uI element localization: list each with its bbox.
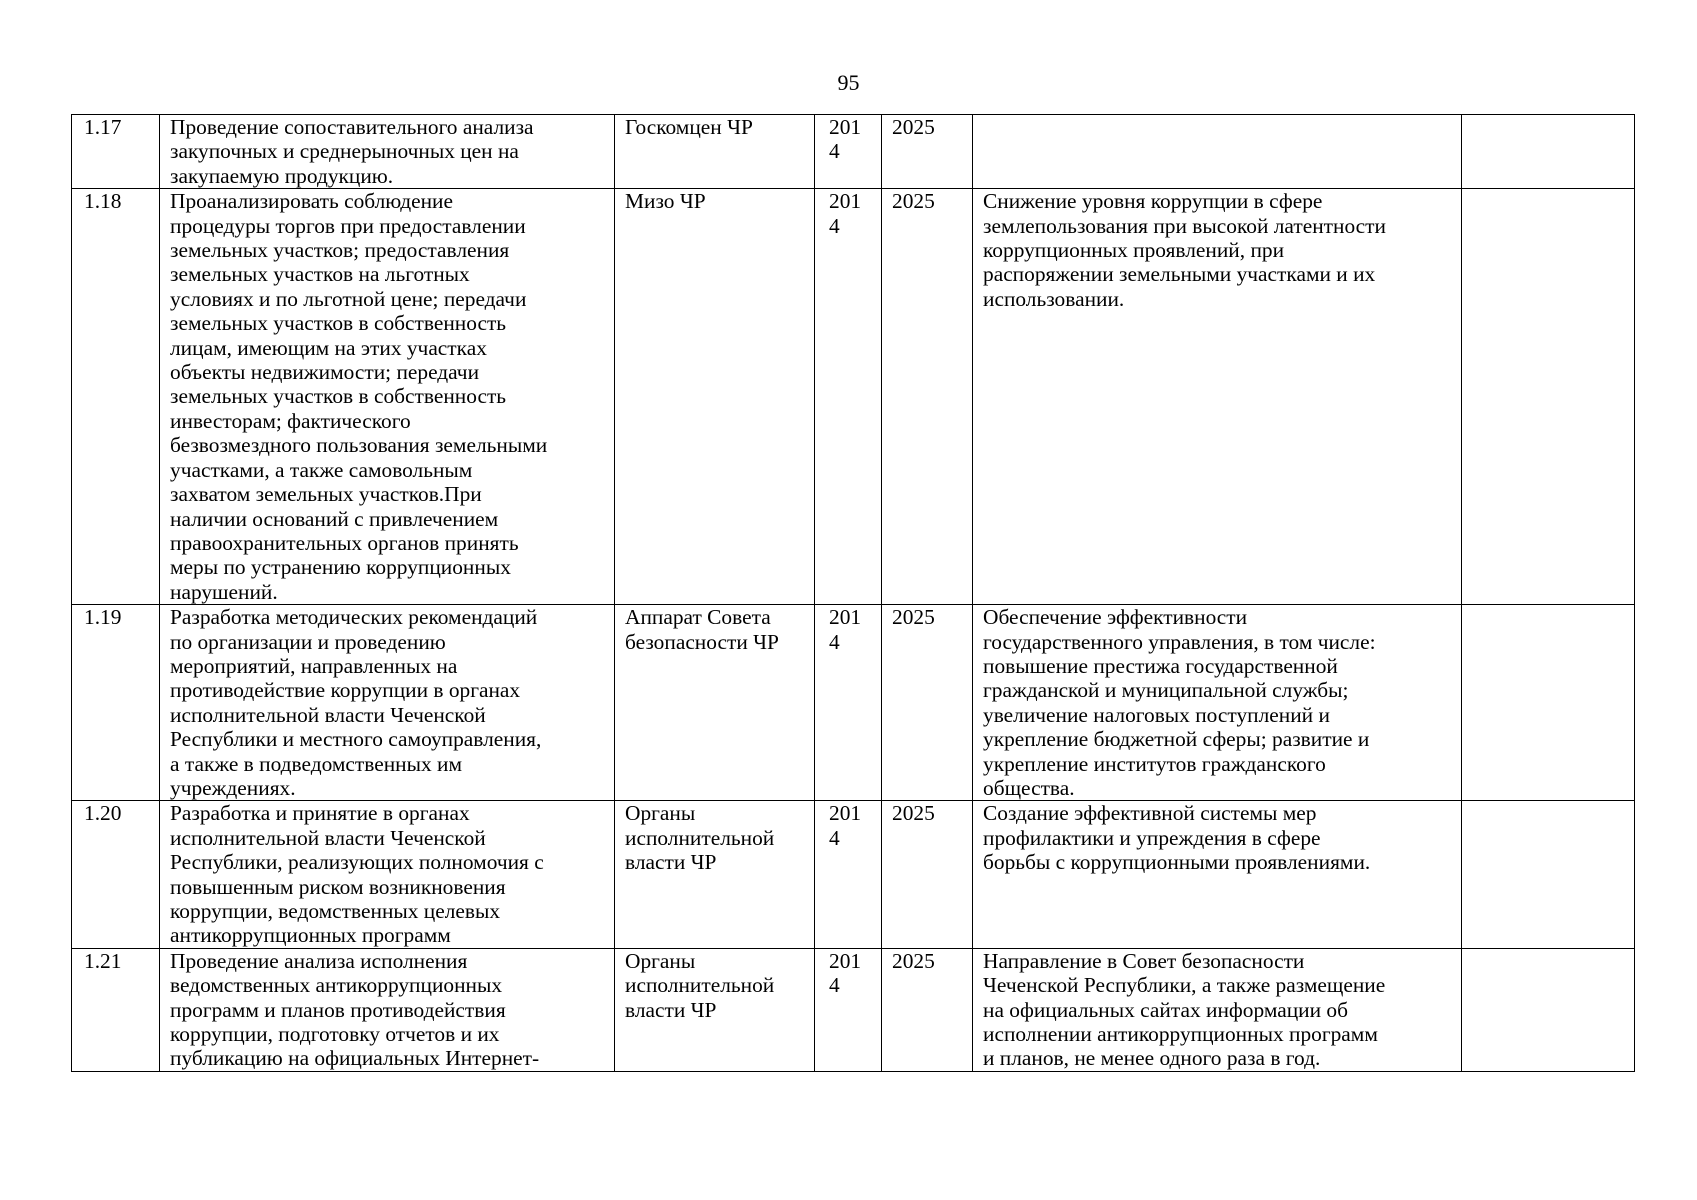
action-description-line: исполнительной власти Чеченской <box>170 825 486 850</box>
expected-result-line: Чеченской Республики, а также размещение <box>983 973 1386 998</box>
expected-result-line: государственного управления, в том числе: <box>983 629 1376 654</box>
end-year: 2025 <box>882 948 973 1071</box>
start-year <box>815 605 882 801</box>
action-description-line: правоохранительных органов принять <box>170 530 519 555</box>
action-description-line: захватом земельных участков.При <box>170 482 482 507</box>
executor-line: Госкомцен ЧР <box>625 115 753 139</box>
expected-result-line: и планов, не менее одного раза в год. <box>983 1046 1321 1071</box>
action-description-line: земельных участков на льготных <box>170 262 470 287</box>
action-description-line: а также в подведомственных им <box>170 751 463 776</box>
expected-result-line: борьбы с коррупционными проявлениями. <box>983 850 1371 875</box>
table-row <box>72 115 1635 189</box>
executor <box>615 189 815 605</box>
table-row <box>72 801 1635 948</box>
action-description-line: публикацию на официальных Интернет- <box>170 1046 540 1071</box>
table-row <box>72 948 1635 1071</box>
action-description <box>160 605 615 801</box>
action-description-line: ведомственных антикоррупционных <box>170 973 503 998</box>
expected-result <box>973 801 1462 948</box>
start-year-line: 201 <box>829 605 862 630</box>
action-description-line: процедуры торгов при предоставлении <box>170 213 526 238</box>
start-year-line: 4 <box>829 213 840 238</box>
executor-line: Органы <box>625 801 696 826</box>
start-year <box>815 948 882 1071</box>
action-description-line: безвозмездного пользования земельными <box>170 433 548 458</box>
action-description-line: повышенным риском возникновения <box>170 874 506 899</box>
action-description <box>160 115 615 189</box>
action-description-line: Разработка методических рекомендаций <box>170 605 538 630</box>
note <box>1462 605 1635 801</box>
action-description <box>160 801 615 948</box>
expected-result-line: Направление в Совет безопасности <box>983 948 1305 973</box>
expected-result-line: на официальных сайтах информации об <box>983 997 1348 1022</box>
action-description <box>160 189 615 605</box>
action-description-line: участками, а также самовольным <box>170 457 473 482</box>
note <box>1462 948 1635 1071</box>
executor-line: безопасности ЧР <box>625 629 779 654</box>
expected-result-line: укрепление институтов гражданского <box>983 751 1326 776</box>
end-year: 2025 <box>882 605 973 801</box>
expected-result <box>973 605 1462 801</box>
expected-result-line: укрепление бюджетной сферы; развитие и <box>983 727 1370 752</box>
action-description-line: земельных участков в собственность <box>170 384 507 409</box>
executor-line: исполнительной <box>625 973 775 998</box>
action-description-line: условиях и по льготной цене; передачи <box>170 286 527 311</box>
expected-result-line: землепользования при высокой латентности <box>983 213 1386 238</box>
item-number: 1.18 <box>72 189 160 605</box>
action-description-line: коррупции, подготовку отчетов и их <box>170 1022 500 1047</box>
start-year <box>815 115 882 189</box>
start-year-line: 4 <box>829 629 840 654</box>
end-year: 2025 <box>882 189 973 605</box>
start-year-line: 201 <box>829 115 862 139</box>
item-number: 1.19 <box>72 605 160 801</box>
action-description-line: меры по устранению коррупционных <box>170 555 511 580</box>
executor-line: власти ЧР <box>625 997 717 1022</box>
start-year <box>815 189 882 605</box>
executor-line: Мизо ЧР <box>625 189 706 214</box>
action-description-line: объекты недвижимости; передачи <box>170 360 480 385</box>
expected-result-line: гражданской и муниципальной службы; <box>983 678 1349 703</box>
expected-result-line: повышение престижа государственной <box>983 653 1338 678</box>
action-description-line: инвесторам; фактического <box>170 408 411 433</box>
action-description-line: лицам, имеющим на этих участках <box>170 335 487 360</box>
executor <box>615 605 815 801</box>
executor-line: Органы <box>625 948 696 973</box>
item-number: 1.17 <box>72 115 160 189</box>
executor-line: исполнительной <box>625 825 775 850</box>
start-year-line: 4 <box>829 139 840 164</box>
expected-result-line: общества. <box>983 775 1075 800</box>
action-description-line: коррупции, ведомственных целевых <box>170 899 501 923</box>
action-description-line: Проанализировать соблюдение <box>170 189 453 214</box>
expected-result-line: использовании. <box>983 286 1125 311</box>
action-description-line: Разработка и принятие в органах <box>170 801 470 826</box>
note <box>1462 115 1635 189</box>
action-description-line: нарушений. <box>170 579 278 604</box>
executor <box>615 115 815 189</box>
expected-result-line: Обеспечение эффективности <box>983 605 1248 630</box>
expected-result <box>973 189 1462 605</box>
executor <box>615 948 815 1071</box>
start-year-line: 201 <box>829 189 862 214</box>
note <box>1462 189 1635 605</box>
item-number: 1.20 <box>72 801 160 948</box>
expected-result-line: Создание эффективной системы мер <box>983 801 1317 826</box>
action-description-line: исполнительной власти Чеченской <box>170 702 486 727</box>
table-row <box>72 605 1635 801</box>
start-year-line: 201 <box>829 801 862 826</box>
end-year: 2025 <box>882 115 973 189</box>
action-description-line: земельных участков; предоставления <box>170 238 510 263</box>
start-year <box>815 801 882 948</box>
start-year-line: 4 <box>829 973 840 998</box>
action-description-line: антикоррупционных программ <box>170 923 451 948</box>
expected-result-line: профилактики и упреждения в сфере <box>983 825 1321 850</box>
action-description-line: Проведение сопоставительного анализа <box>170 115 534 139</box>
action-description-line: учреждениях. <box>170 775 296 800</box>
action-description-line: Республики и местного самоуправления, <box>170 727 542 752</box>
expected-result <box>973 948 1462 1071</box>
action-description-line: мероприятий, направленных на <box>170 653 458 678</box>
item-number: 1.21 <box>72 948 160 1071</box>
expected-result <box>973 115 1462 189</box>
expected-result-line: коррупционных проявлений, при <box>983 238 1285 263</box>
start-year-line: 4 <box>829 825 840 850</box>
action-description-line: наличии оснований с привлечением <box>170 506 499 531</box>
action-description-line: земельных участков в собственность <box>170 311 507 336</box>
executor-line: власти ЧР <box>625 850 717 875</box>
expected-result-line: исполнении антикоррупционных программ <box>983 1022 1378 1047</box>
action-description-line: программ и планов противодействия <box>170 997 506 1022</box>
executor-line: Аппарат Совета <box>625 605 771 630</box>
expected-result-line: увеличение налоговых поступлений и <box>983 702 1330 727</box>
end-year: 2025 <box>882 801 973 948</box>
note <box>1462 801 1635 948</box>
action-description-line: закупочных и среднерыночных цен на <box>170 139 519 164</box>
action-description-line: Проведение анализа исполнения <box>170 948 468 973</box>
start-year-line: 201 <box>829 948 862 973</box>
action-description-line: закупаемую продукцию. <box>170 163 394 188</box>
action-description-line: по организации и проведению <box>170 629 446 654</box>
table-row <box>72 189 1635 605</box>
expected-result-line: Снижение уровня коррупции в сфере <box>983 189 1323 214</box>
expected-result-line: распоряжении земельными участками и их <box>983 262 1376 287</box>
action-description-line: Республики, реализующих полномочия с <box>170 850 544 875</box>
action-description-line: противодействие коррупции в органах <box>170 678 521 703</box>
executor <box>615 801 815 948</box>
page-number: 95 <box>837 70 860 95</box>
action-description <box>160 948 615 1071</box>
measures-table <box>71 114 1635 1072</box>
